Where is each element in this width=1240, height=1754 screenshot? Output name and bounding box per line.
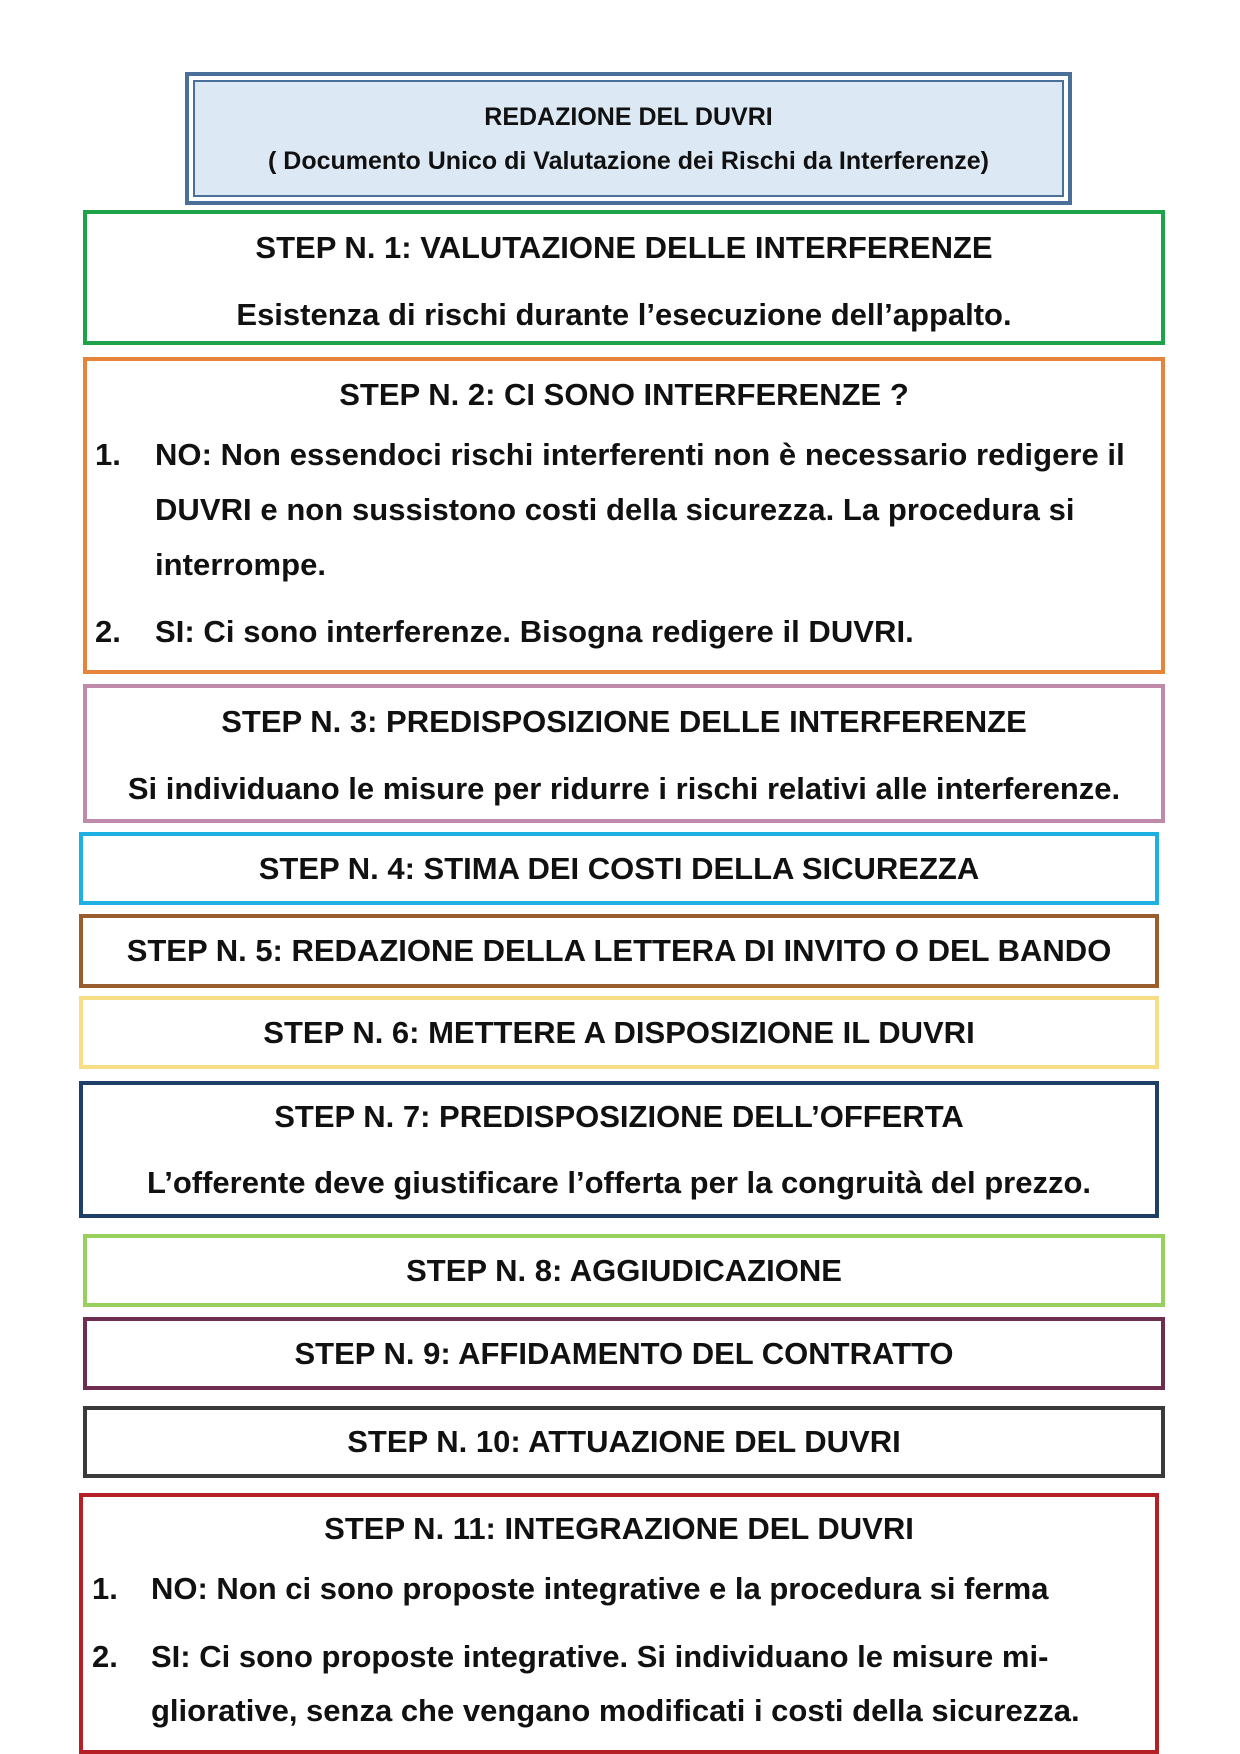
list-item-text: NO: Non essendoci rischi interferenti non è necessario redigere il DUVRI e non sussistono costi della sicurezza. La procedura si interrompe. <box>155 437 1125 582</box>
list-item-text: SI: Ci sono proposte integrative. Si individuano le misure mi-gliorative, senza che vengano modificati i costi della sicurezza. <box>151 1639 1080 1728</box>
step-7-description: L’offerente deve giustificare l’offerta per la congruità del prezzo. <box>147 1165 1091 1200</box>
step-4-title: STEP N. 4: STIMA DEI COSTI DELLA SICUREZZA <box>258 851 980 886</box>
step-1-description: Esistenza di rischi durante l’esecuzione dell’appalto. <box>236 297 1012 332</box>
step-2-item-2 <box>95 604 1155 659</box>
step-2-box <box>83 357 1165 674</box>
step-10-box <box>83 1406 1165 1478</box>
step-7-title: STEP N. 7: PREDISPOSIZIONE DELL’OFFERTA <box>274 1099 964 1134</box>
step-11-box <box>79 1493 1159 1754</box>
step-9-box <box>83 1317 1165 1390</box>
step-7-box <box>79 1081 1159 1218</box>
list-item-text: NO: Non ci sono proposte integrative e la procedura si ferma <box>151 1571 1049 1606</box>
step-5-title: STEP N. 5: REDAZIONE DELLA LETTERA DI INVITO O DEL BANDO <box>126 933 1112 968</box>
step-11-item-2 <box>92 1630 1147 1738</box>
step-1-box <box>83 210 1165 345</box>
step-3-box <box>83 684 1165 823</box>
list-number: 1. <box>92 1571 118 1606</box>
step-1-title: STEP N. 1: VALUTAZIONE DELLE INTERFERENZE <box>255 230 993 265</box>
step-2-list <box>87 427 1161 659</box>
document-title: REDAZIONE DEL DUVRI <box>484 102 773 131</box>
step-2-title: STEP N. 2: CI SONO INTERFERENZE ? <box>339 377 909 412</box>
step-11-item-1 <box>92 1562 1147 1616</box>
step-9-title: STEP N. 9: AFFIDAMENTO DEL CONTRATTO <box>294 1336 954 1371</box>
step-5-box <box>79 914 1159 988</box>
step-10-title: STEP N. 10: ATTUAZIONE DEL DUVRI <box>347 1424 901 1459</box>
document-title-box <box>185 72 1072 205</box>
step-11-title: STEP N. 11: INTEGRAZIONE DEL DUVRI <box>324 1511 914 1546</box>
step-3-title: STEP N. 3: PREDISPOSIZIONE DELLE INTERFERENZE <box>221 704 1027 739</box>
step-8-title: STEP N. 8: AGGIUDICAZIONE <box>406 1253 842 1288</box>
step-8-box <box>83 1234 1165 1307</box>
step-4-box <box>79 832 1159 905</box>
step-6-box <box>79 996 1159 1069</box>
document-title-panel <box>193 80 1064 197</box>
step-6-title: STEP N. 6: METTERE A DISPOSIZIONE IL DUVRI <box>263 1015 975 1050</box>
list-item-text: SI: Ci sono interferenze. Bisogna redigere il DUVRI. <box>155 614 914 649</box>
document-subtitle: ( Documento Unico di Valutazione dei Rischi da Interferenze) <box>268 146 989 175</box>
list-number: 1. <box>95 437 121 472</box>
list-number: 2. <box>95 614 121 649</box>
step-11-list <box>83 1562 1155 1738</box>
list-number: 2. <box>92 1639 118 1674</box>
step-2-item-1 <box>95 427 1155 592</box>
step-3-description: Si individuano le misure per ridurre i rischi relativi alle interferenze. <box>127 771 1121 806</box>
